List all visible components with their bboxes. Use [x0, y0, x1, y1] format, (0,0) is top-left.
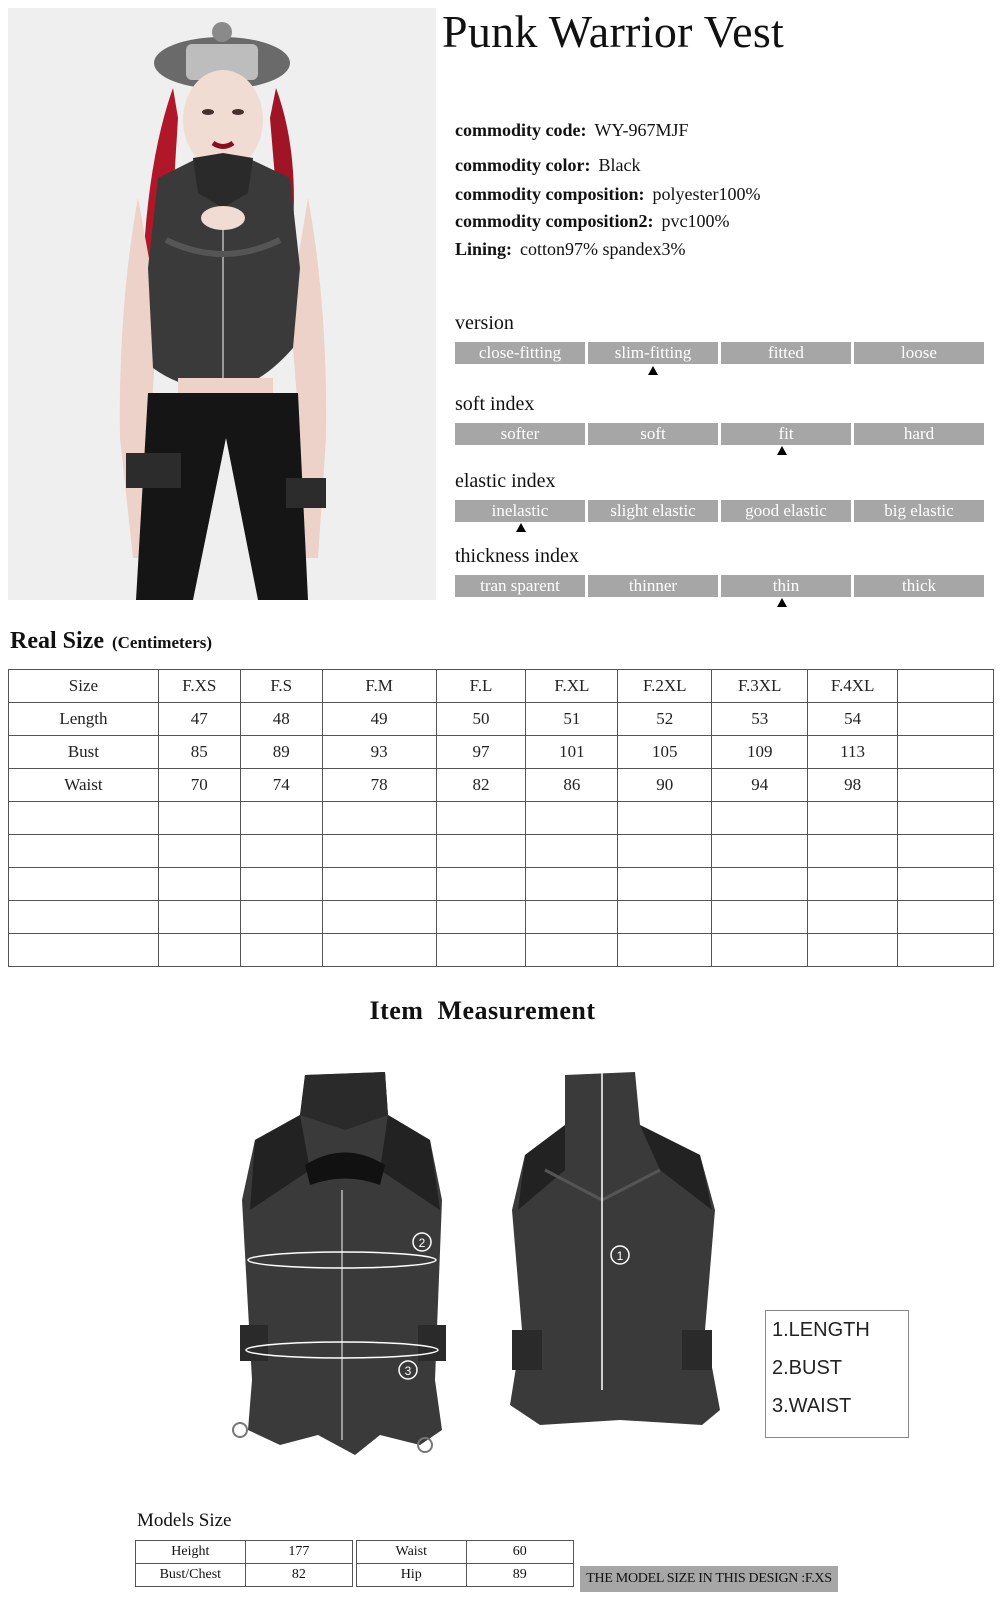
table-row — [357, 1541, 574, 1564]
table-cell: 53 — [712, 703, 808, 736]
table-cell: 89 — [466, 1564, 573, 1587]
index-label-thickness: thickness index — [455, 545, 579, 567]
item-measurement-title: Item Measurement — [369, 996, 596, 1025]
header-cell: F.XS — [158, 670, 240, 703]
header-cell: F.S — [240, 670, 322, 703]
table-cell: 82 — [436, 769, 526, 802]
spec-color — [455, 155, 640, 176]
spec-value: WY-967MJF — [594, 120, 689, 140]
header-cell: Size — [9, 670, 159, 703]
spec-composition2 — [455, 211, 729, 232]
real-size-unit: (Centimeters) — [111, 633, 213, 652]
table-cell: 94 — [712, 769, 808, 802]
models-table-right — [356, 1540, 574, 1587]
table-cell: 90 — [618, 769, 712, 802]
table-cell: 52 — [618, 703, 712, 736]
front-vest-illustration — [233, 1072, 446, 1455]
empty-row — [9, 901, 994, 934]
soft-option: softer — [455, 423, 585, 445]
header-cell: F.M — [322, 670, 436, 703]
table-cell: 97 — [436, 736, 526, 769]
table-cell: 60 — [466, 1541, 573, 1564]
real-size-title: Real Size — [10, 628, 104, 654]
elastic-option: big elastic — [854, 500, 984, 522]
spec-label: commodity color: — [455, 155, 591, 175]
table-cell: 109 — [712, 736, 808, 769]
legend-item: 2.BUST — [772, 1357, 843, 1379]
measurement-legend — [765, 1310, 909, 1438]
model-illustration — [8, 8, 436, 600]
spec-value: cotton97% spandex3% — [520, 239, 686, 259]
elastic-option: inelastic — [455, 500, 585, 522]
table-cell — [898, 736, 994, 769]
table-cell: Height — [136, 1541, 246, 1564]
row-label: Bust — [9, 736, 159, 769]
table-row — [357, 1564, 574, 1587]
selected-marker-icon — [648, 366, 658, 375]
header-cell: F.2XL — [618, 670, 712, 703]
version-option: loose — [854, 342, 984, 364]
header-cell: F.XL — [526, 670, 618, 703]
table-cell: 177 — [245, 1541, 352, 1564]
header-cell: F.4XL — [808, 670, 898, 703]
garment-diagram — [220, 1060, 750, 1470]
measure-marker-label: 3 — [404, 1364, 412, 1378]
table-cell: 98 — [808, 769, 898, 802]
spec-value: Black — [598, 155, 641, 175]
model-size-note: THE MODEL SIZE IN THIS DESIGN :F.XS — [580, 1566, 838, 1592]
table-cell — [898, 703, 994, 736]
empty-row — [9, 835, 994, 868]
soft-option: soft — [588, 423, 718, 445]
models-size-title: Models Size — [137, 1510, 232, 1531]
table-cell: 89 — [240, 736, 322, 769]
version-option: close-fitting — [455, 342, 585, 364]
legend-item: 3.WAIST — [772, 1395, 852, 1417]
table-cell: 47 — [158, 703, 240, 736]
empty-row — [9, 934, 994, 967]
soft-option: fit — [721, 423, 851, 445]
thickness-option: tran sparent — [455, 575, 585, 597]
thickness-option: thinner — [588, 575, 718, 597]
header-cell — [898, 670, 994, 703]
table-cell: 101 — [526, 736, 618, 769]
spec-code — [455, 120, 688, 141]
selected-marker-icon — [777, 598, 787, 607]
spec-composition — [455, 184, 760, 205]
table-cell: 86 — [526, 769, 618, 802]
table-cell: 113 — [808, 736, 898, 769]
elastic-option: slight elastic — [588, 500, 718, 522]
measure-marker-label: 1 — [616, 1249, 624, 1263]
table-cell: 82 — [245, 1564, 352, 1587]
selected-marker-icon — [516, 523, 526, 532]
row-label: Length — [9, 703, 159, 736]
real-size-heading — [10, 628, 212, 655]
spec-label: commodity composition2: — [455, 211, 654, 231]
table-cell: 93 — [322, 736, 436, 769]
legend-item: 1.LENGTH — [772, 1319, 870, 1341]
size-table-header — [9, 670, 994, 703]
table-cell: 50 — [436, 703, 526, 736]
table-row — [136, 1564, 353, 1587]
spec-label: commodity composition: — [455, 184, 645, 204]
table-cell: 54 — [808, 703, 898, 736]
table-cell: Waist — [357, 1541, 467, 1564]
version-option: fitted — [721, 342, 851, 364]
table-row — [9, 703, 994, 736]
table-cell: 78 — [322, 769, 436, 802]
table-cell: 70 — [158, 769, 240, 802]
table-cell: Hip — [357, 1564, 467, 1587]
selected-marker-icon — [777, 446, 787, 455]
spec-lining — [455, 239, 686, 260]
empty-row — [9, 868, 994, 901]
elastic-option: good elastic — [721, 500, 851, 522]
table-cell: Bust/Chest — [136, 1564, 246, 1587]
spec-value: pvc100% — [661, 211, 730, 231]
version-option: slim-fitting — [588, 342, 718, 364]
table-cell: 51 — [526, 703, 618, 736]
soft-option: hard — [854, 423, 984, 445]
size-table — [8, 669, 994, 967]
thickness-option: thick — [854, 575, 984, 597]
measure-marker-label: 2 — [418, 1236, 426, 1250]
spec-value: polyester100% — [652, 184, 761, 204]
table-row — [9, 736, 994, 769]
table-row — [9, 769, 994, 802]
spec-label: Lining: — [455, 239, 513, 259]
empty-row — [9, 802, 994, 835]
index-label-soft: soft index — [455, 393, 535, 415]
table-cell: 85 — [158, 736, 240, 769]
table-cell: 49 — [322, 703, 436, 736]
spec-label: commodity code: — [455, 120, 587, 140]
table-row — [136, 1541, 353, 1564]
header-cell: F.L — [436, 670, 526, 703]
index-label-version: version — [455, 312, 514, 334]
table-cell: 74 — [240, 769, 322, 802]
table-cell — [898, 769, 994, 802]
table-cell: 105 — [618, 736, 712, 769]
row-label: Waist — [9, 769, 159, 802]
product-title: Punk Warrior Vest — [442, 6, 785, 57]
table-cell: 48 — [240, 703, 322, 736]
index-label-elastic: elastic index — [455, 470, 556, 492]
models-table-left — [135, 1540, 353, 1587]
thickness-option: thin — [721, 575, 851, 597]
model-photo — [8, 8, 436, 600]
header-cell: F.3XL — [712, 670, 808, 703]
